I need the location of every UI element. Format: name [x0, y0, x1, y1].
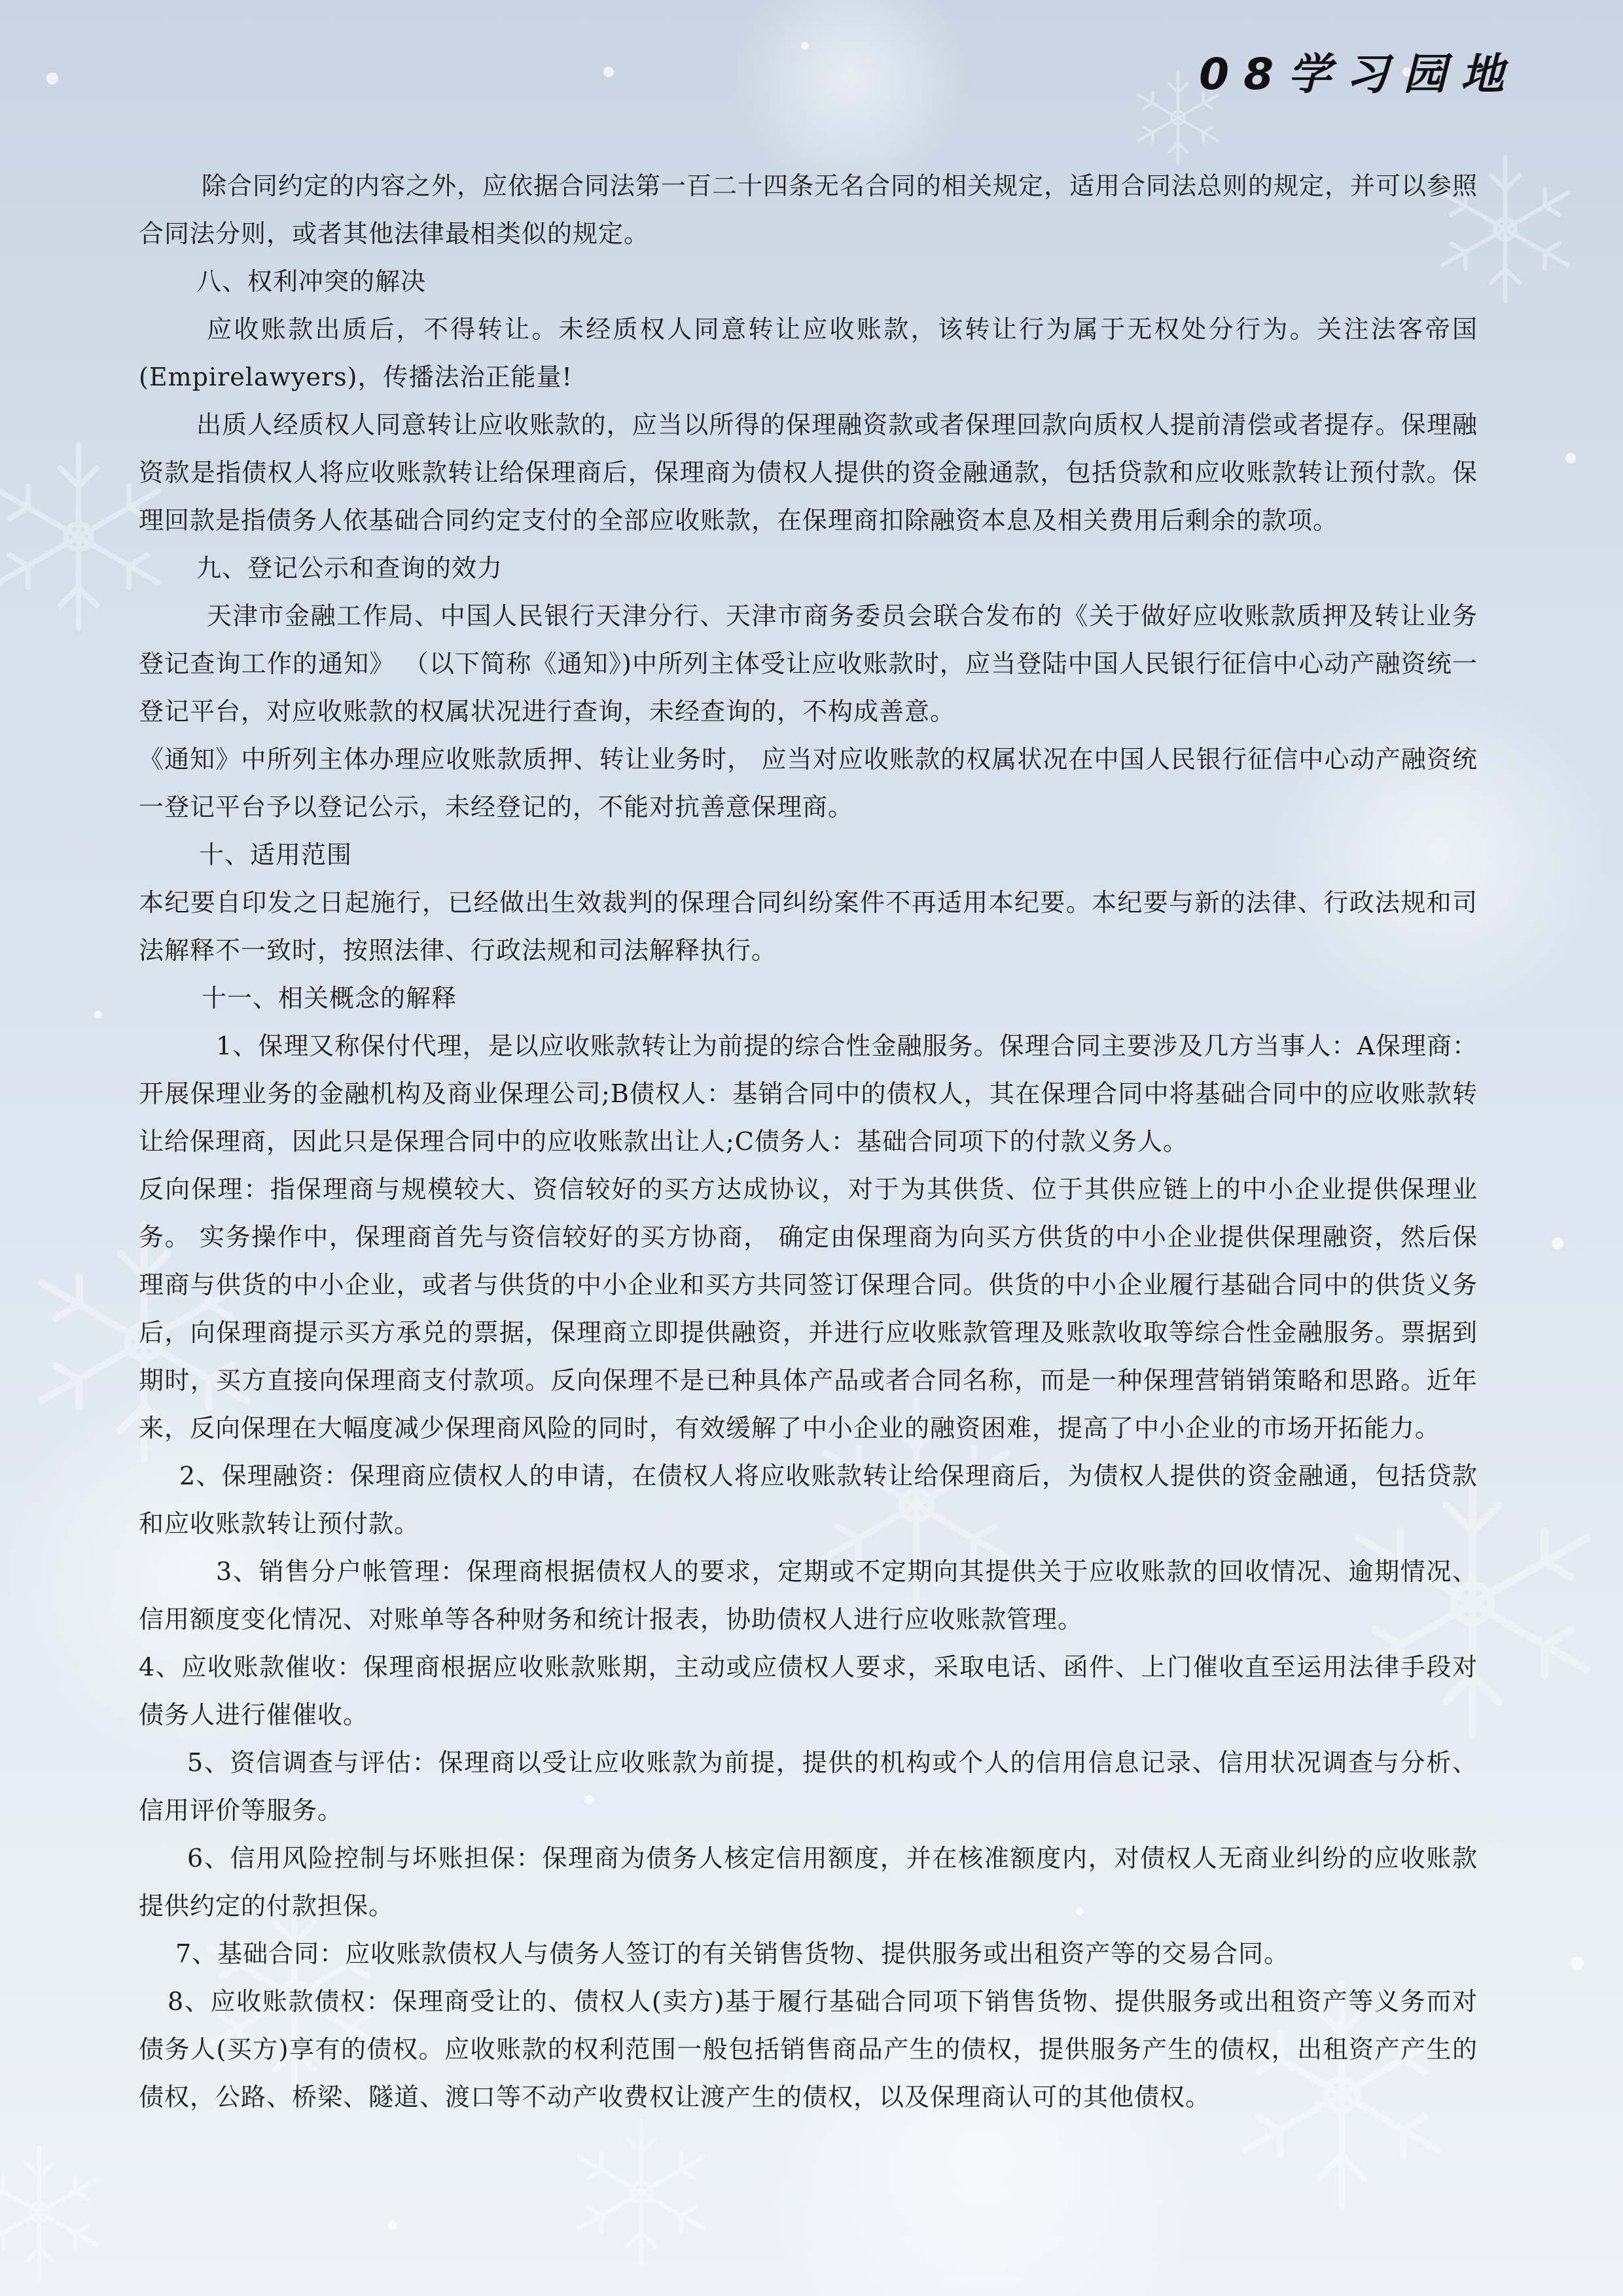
paragraph: 本纪要自印发之日起施行，已经做出生效裁判的保理合同纠纷案件不再适用本纪要。本纪要与新的法律、行政法规和司法解释不一致时，按照法律、行政法规和司法解释执行。	[139, 888, 1478, 965]
paragraph: 《通知》中所列主体办理应收账款质押、转让业务时， 应当对应收账款的权属状况在中国人民银行征信中心动产融资统一登记平台予以登记公示，未经登记的，不能对抗善意保理商。	[139, 745, 1478, 821]
paragraph: 应收账款出质后，不得转让。未经质权人同意转让应收账款，该转让行为属于无权处分行为。关注法客帝国(Empirelawyers)，传播法治正能量!	[139, 315, 1478, 391]
paragraph: 出质人经质权人同意转让应收账款的，应当以所得的保理融资款或者保理回款向质权人提前清偿或者提存。保理融资款是指债权人将应收账款转让给保理商后，保理商为债权人提供的资金融通款，包括贷款和应收账款转让预付款。保理回款是指债务人依基础合同约定支付的全部应收账款，在保理商扣除融资本息及相关费用后剩余的款项。	[139, 410, 1478, 535]
paragraph: 2、保理融资：保理商应债权人的申请，在债权人将应收账款转让给保理商后，为债权人提供的资金融通，包括贷款和应收账款转让预付款。	[139, 1462, 1478, 1538]
section-heading: 十、适用范围	[199, 840, 353, 869]
paragraph: 4、应收账款催收：保理商根据应收账款账期，主动或应债权人要求，采取电话、函件、上门催收直至运用法律手段对债务人进行催催收。	[139, 1653, 1478, 1729]
site-logo: 08学习园地	[1199, 49, 1518, 99]
paragraph: 除合同约定的内容之外，应依据合同法第一百二十四条无名合同的相关规定，适用合同法总则的规定，并可以参照合同法分则，或者其他法律最相类似的规定。	[139, 171, 1478, 248]
paragraph: 反向保理：指保理商与规模较大、资信较好的买方达成协议，对于为其供货、位于其供应链上的中小企业提供保理业务。 实务操作中，保理商首先与资信较好的买方协商， 确定由保理商为向买方供货的中小企业提供保理融资，然后保理商与供货的中小企业，或者与供货的中小企业和买方共同签订保理合同。供货的中小企业履行基础合同中的供货义务后，向保理商提示买方承兑的票据，保理商立即提供融资，并进行应收账款管理及账款收取等综合性金融服务。票据到期时，买方直接向保理商支付款项。反向保理不是已种具体产品或者合同名称，而是一种保理营销销策略和思路。近年来，反向保理在大幅度减少保理商风险的同时，有效缓解了中小企业的融资困难，提高了中小企业的市场开拓能力。	[139, 1175, 1478, 1443]
paragraph: 天津市金融工作局、中国人民银行天津分行、天津市商务委员会联合发布的《关于做好应收账款质押及转让业务登记查询工作的通知》 （以下简称《通知》)中所列主体受让应收账款时，应当登陆中国人民银行征信中心动产融资统一登记平台，对应收账款的权属状况进行查询，未经查询的，不构成善意。	[139, 601, 1478, 726]
section-heading: 十一、相关概念的解释	[202, 984, 457, 1013]
paragraph: 5、资信调查与评估：保理商以受让应收账款为前提，提供的机构或个人的信用信息记录、信用状况调查与分析、信用评价等服务。	[139, 1748, 1478, 1825]
section-heading: 九、登记公示和查询的效力	[196, 554, 503, 583]
paragraph: 8、应收账款债权：保理商受让的、债权人(卖方)基于履行基础合同项下销售货物、提供服务或出租资产等义务而对债务人(买方)享有的债权。应收账款的权利范围一般包括销售商品产生的债权，提供服务产生的债权，出租资产产生的债权，公路、桥梁、隧道、渡口等不动产收费权让渡产生的债权，以及保理商认可的其他债权。	[139, 1987, 1478, 2111]
section-heading: 八、权利冲突的解决	[196, 267, 427, 296]
paragraph: 7、基础合同：应收账款债权人与债务人签订的有关销售货物、提供服务或出租资产等的交易合同。	[175, 1939, 1290, 1968]
paragraph: 6、信用风险控制与坏账担保：保理商为债务人核定信用额度，并在核准额度内，对债权人无商业纠纷的应收账款提供约定的付款担保。	[139, 1844, 1478, 1920]
document-body	[139, 162, 1478, 2121]
paragraph: 1、保理又称保付代理，是以应收账款转让为前提的综合性金融服务。保理合同主要涉及几方当事人：A保理商：开展保理业务的金融机构及商业保理公司;B债权人：基销合同中的债权人，其在保理合同中将基础合同中的应收账款转让给保理商，因此只是保理合同中的应收账款出让人;C债务人：基础合同项下的付款义务人。	[139, 1031, 1478, 1156]
paragraph: 3、销售分户帐管理：保理商根据债权人的要求，定期或不定期向其提供关于应收账款的回收情况、逾期情况、信用额度变化情况、对账单等各种财务和统计报表，协助债权人进行应收账款管理。	[139, 1557, 1478, 1634]
